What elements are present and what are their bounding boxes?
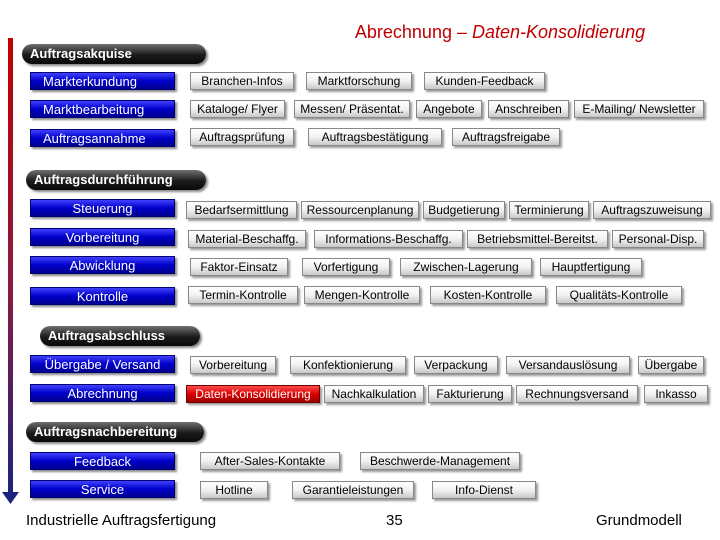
category-service[interactable]: Service: [30, 480, 175, 498]
item-hauptfertigung[interactable]: Hauptfertigung: [540, 258, 642, 276]
item-informations-beschaffg[interactable]: Informations-Beschaffg.: [314, 230, 463, 248]
category-vorbereitung[interactable]: Vorbereitung: [30, 228, 175, 246]
item-personal-disp[interactable]: Personal-Disp.: [612, 230, 704, 248]
item-daten-konsolidierung[interactable]: Daten-Konsolidierung: [186, 385, 320, 403]
item-garantieleistungen[interactable]: Garantieleistungen: [292, 481, 414, 499]
category-feedback[interactable]: Feedback: [30, 452, 175, 470]
item-nachkalkulation[interactable]: Nachkalkulation: [324, 385, 424, 403]
item-info-dienst[interactable]: Info-Dienst: [432, 481, 536, 499]
item-budgetierung[interactable]: Budgetierung: [423, 201, 505, 219]
category-marktbearbeitung[interactable]: Marktbearbeitung: [30, 100, 175, 118]
item-versandausloesung[interactable]: Versandauslösung: [506, 356, 630, 374]
page-number: 35: [386, 512, 403, 529]
item-auftragsbestaetigung[interactable]: Auftragsbestätigung: [308, 128, 442, 146]
title-sub: Daten-Konsolidierung: [471, 22, 646, 42]
item-betriebsmittel-bereitst[interactable]: Betriebsmittel-Bereitst.: [467, 230, 608, 248]
item-fakturierung[interactable]: Fakturierung: [428, 385, 512, 403]
item-messen-praesentat[interactable]: Messen/ Präsentat.: [294, 100, 410, 118]
item-beschwerde-management[interactable]: Beschwerde-Management: [360, 452, 520, 470]
slide-title: [300, 22, 700, 43]
item-uebergabe[interactable]: Übergabe: [638, 356, 704, 374]
item-after-sales-kontakte[interactable]: After-Sales-Kontakte: [200, 452, 340, 470]
item-auftragspruefung[interactable]: Auftragsprüfung: [190, 128, 294, 146]
category-markterkundung[interactable]: Markterkundung: [30, 72, 175, 90]
item-terminierung[interactable]: Terminierung: [509, 201, 589, 219]
phase-auftragsdurchfuehrung: Auftragsdurchführung: [26, 170, 206, 190]
phase-auftragsnachbereitung: Auftragsnachbereitung: [26, 422, 204, 442]
category-auftragsannahme[interactable]: Auftragsannahme: [30, 129, 175, 147]
item-zwischen-lagerung[interactable]: Zwischen-Lagerung: [400, 258, 532, 276]
item-material-beschaffg[interactable]: Material-Beschaffg.: [188, 230, 306, 248]
item-konfektionierung[interactable]: Konfektionierung: [290, 356, 406, 374]
process-arrow: [0, 0, 30, 540]
item-bedarfsermittlung[interactable]: Bedarfsermittlung: [186, 201, 297, 219]
item-qualitaets-kontrolle[interactable]: Qualitäts-Kontrolle: [556, 286, 682, 304]
item-auftragszuweisung[interactable]: Auftragszuweisung: [593, 201, 711, 219]
item-e-mailing-newsletter[interactable]: E-Mailing/ Newsletter: [574, 100, 704, 118]
item-inkasso[interactable]: Inkasso: [644, 385, 708, 403]
item-ressourcenplanung[interactable]: Ressourcenplanung: [301, 201, 419, 219]
item-vorfertigung[interactable]: Vorfertigung: [302, 258, 390, 276]
item-marktforschung[interactable]: Marktforschung: [306, 72, 412, 90]
category-abwicklung[interactable]: Abwicklung: [30, 256, 175, 274]
category-steuerung[interactable]: Steuerung: [30, 199, 175, 217]
footer-course-title: Industrielle Auftragsfertigung: [26, 512, 217, 529]
footer-section: Grundmodell: [596, 512, 682, 529]
item-verpackung[interactable]: Verpackung: [414, 356, 498, 374]
category-uebergabe-versand[interactable]: Übergabe / Versand: [30, 355, 175, 373]
item-termin-kontrolle[interactable]: Termin-Kontrolle: [188, 286, 298, 304]
item-kosten-kontrolle[interactable]: Kosten-Kontrolle: [430, 286, 546, 304]
item-vorbereitung[interactable]: Vorbereitung: [190, 356, 276, 374]
category-abrechnung[interactable]: Abrechnung: [30, 384, 175, 402]
item-mengen-kontrolle[interactable]: Mengen-Kontrolle: [304, 286, 420, 304]
item-kunden-feedback[interactable]: Kunden-Feedback: [424, 72, 545, 90]
item-rechnungsversand[interactable]: Rechnungsversand: [516, 385, 638, 403]
item-hotline[interactable]: Hotline: [200, 481, 268, 499]
item-kataloge-flyer[interactable]: Kataloge/ Flyer: [190, 100, 285, 118]
item-anschreiben[interactable]: Anschreiben: [488, 100, 569, 118]
phase-auftragsakquise: Auftragsakquise: [22, 44, 206, 64]
item-auftragsfreigabe[interactable]: Auftragsfreigabe: [452, 128, 560, 146]
category-kontrolle[interactable]: Kontrolle: [30, 287, 175, 305]
item-faktor-einsatz[interactable]: Faktor-Einsatz: [190, 258, 288, 276]
phase-auftragsabschluss: Auftragsabschluss: [40, 326, 200, 346]
item-angebote[interactable]: Angebote: [416, 100, 482, 118]
title-main: Abrechnung –: [354, 22, 472, 42]
item-branchen-infos[interactable]: Branchen-Infos: [190, 72, 294, 90]
